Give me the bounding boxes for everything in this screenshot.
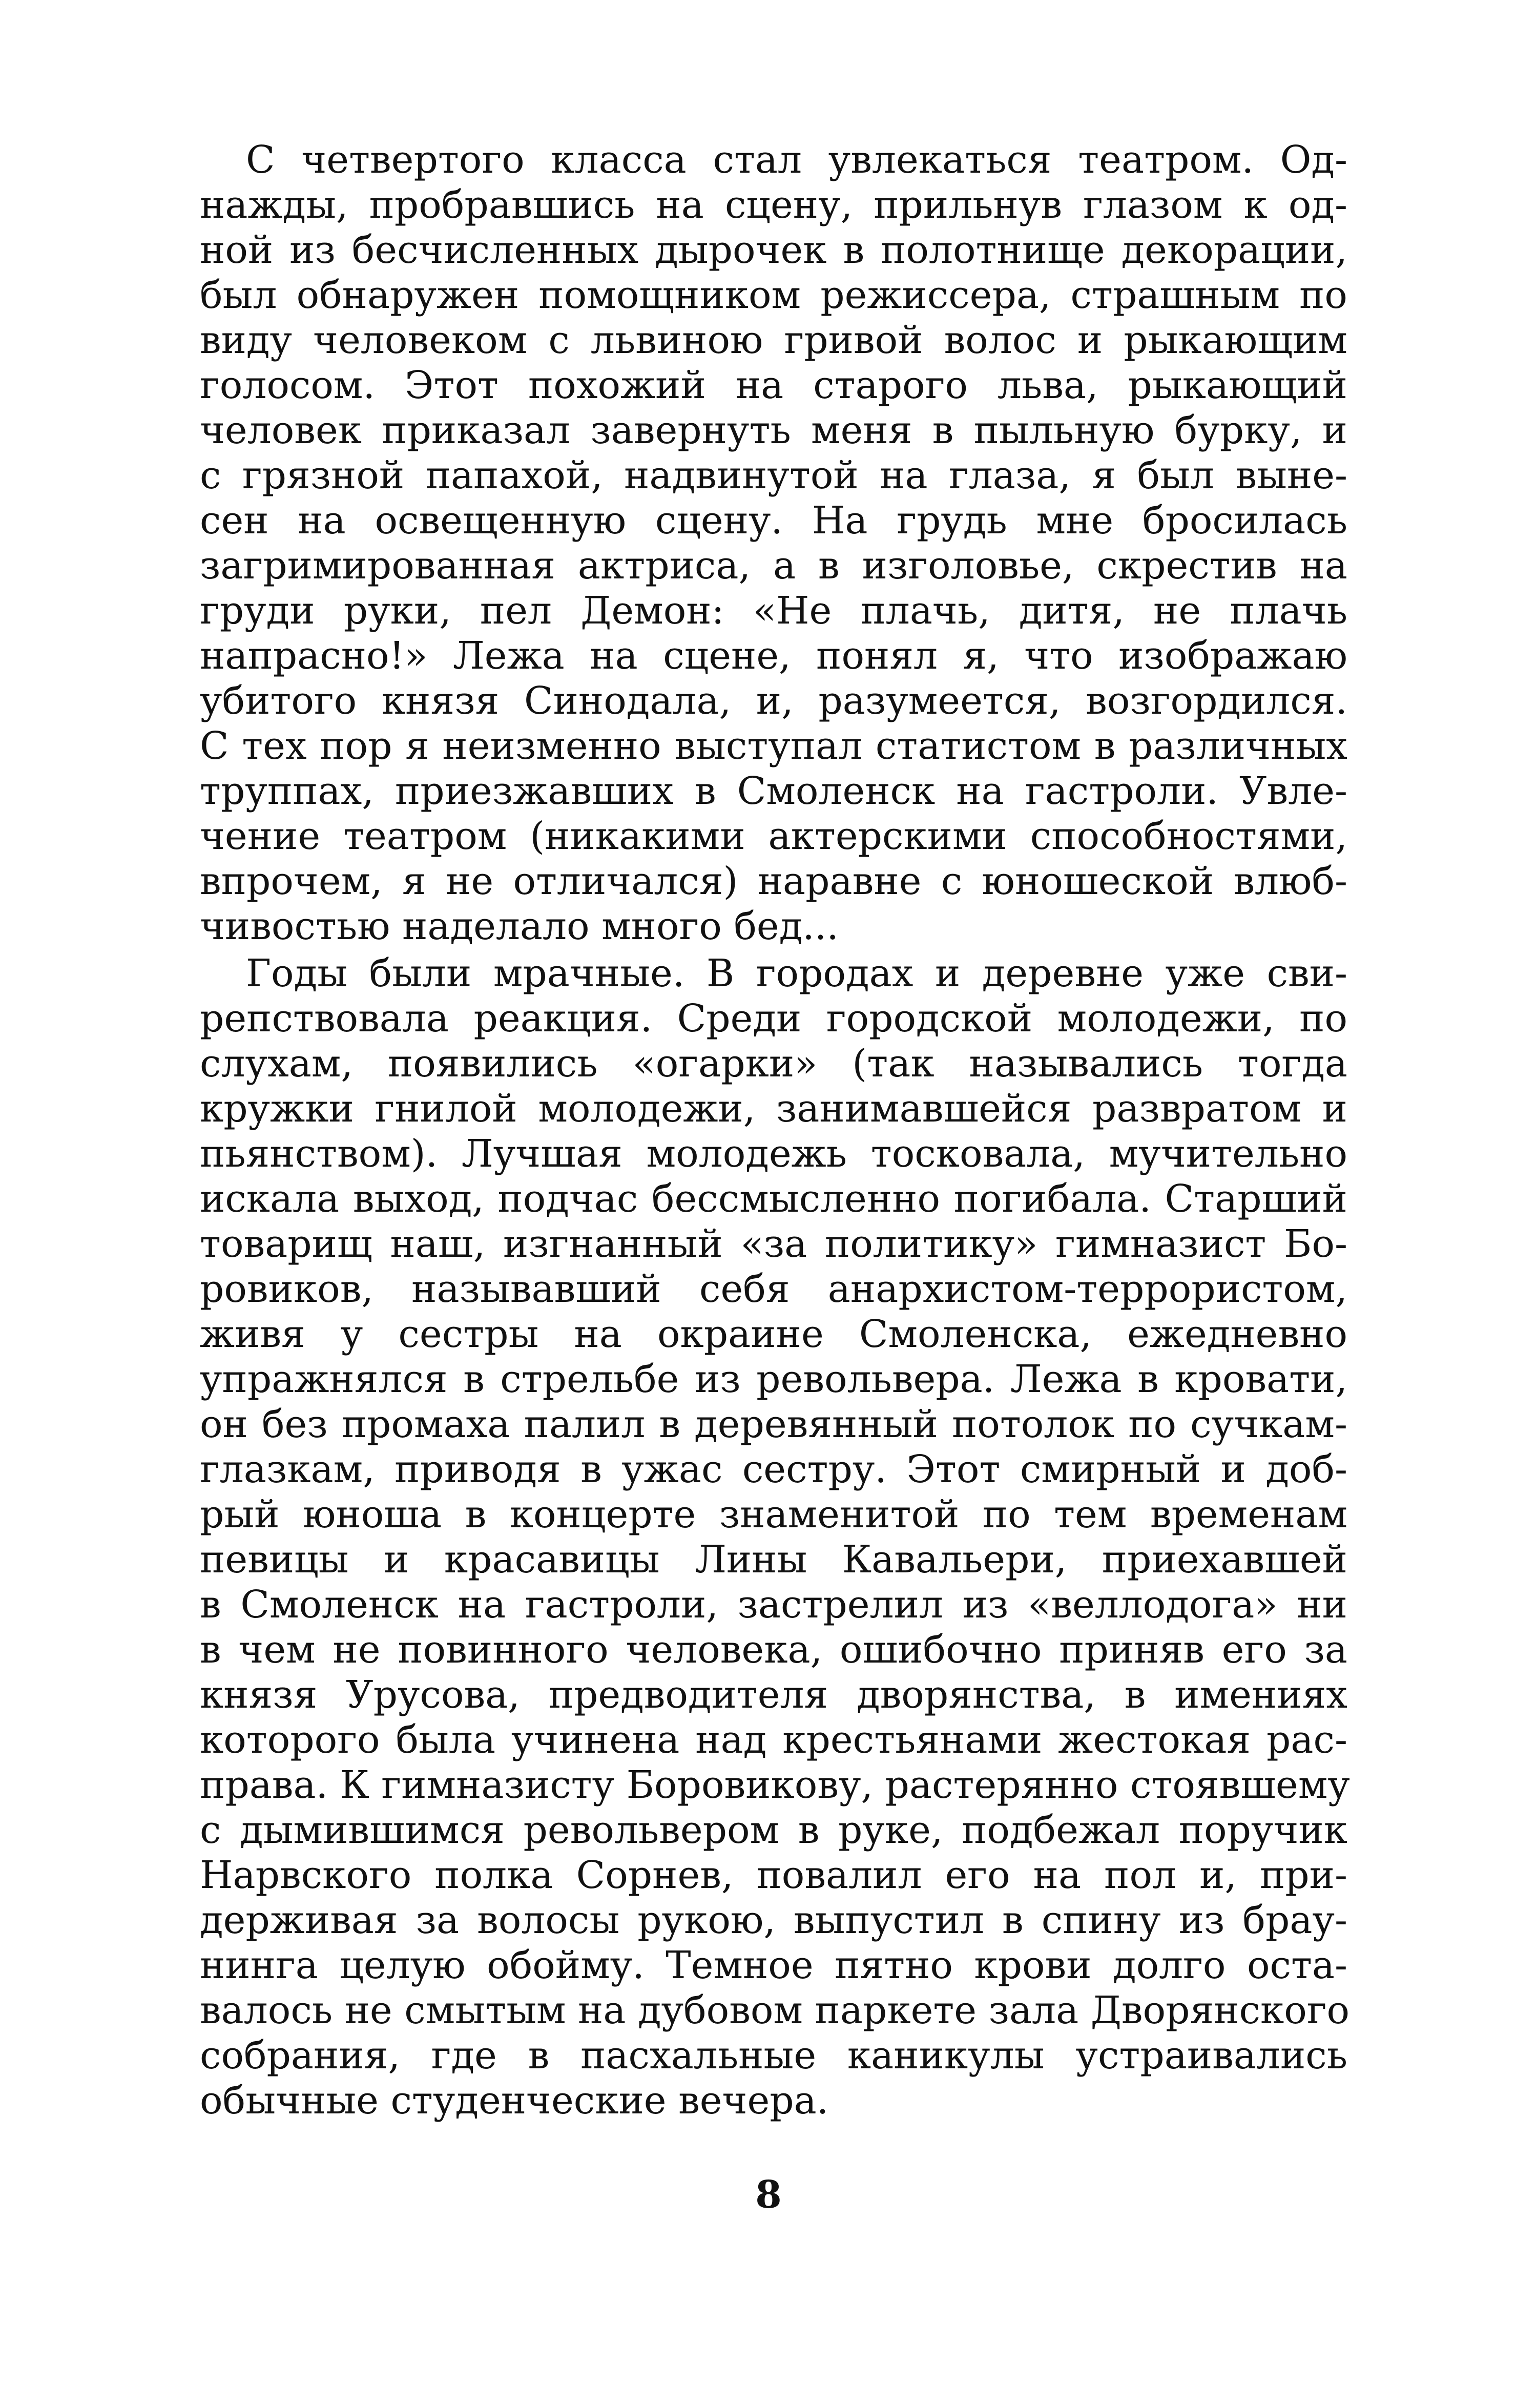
page-number: 8: [755, 2173, 782, 2217]
paragraph-2: [200, 951, 1350, 2123]
text-line: в Смоленск на гастроли, застрелил из «веллодога» ни: [200, 1583, 1347, 1627]
text-line: нажды, пробравшись на сцену, прильнув глазом к од-: [200, 183, 1347, 227]
paragraph-1: [200, 137, 1347, 949]
text-line: сен на освещенную сцену. На грудь мне бросилась: [200, 499, 1347, 543]
text-line: пьянством). Лучшая молодежь тосковала, мучительно: [200, 1132, 1347, 1176]
text-line: певицы и красавицы Лины Кавальери, приехавшей: [200, 1538, 1347, 1582]
text-line: нинга целую обойму. Темное пятно крови долго оста-: [200, 1943, 1347, 1987]
page-body: [200, 137, 1350, 2123]
text-line: впрочем, я не отличался) наравне с юношеской влюб-: [200, 859, 1347, 903]
text-line: в чем не повинного человека, ошибочно приняв его за: [200, 1628, 1347, 1672]
text-line: держивая за волосы рукою, выпустил в спину из брау-: [200, 1898, 1347, 1942]
text-line: валось не смытым на дубовом паркете зала Дворянского: [200, 1988, 1350, 2032]
text-line: рый юноша в концерте знаменитой по тем временам: [200, 1492, 1347, 1537]
text-line: права. К гимназисту Боровикову, растерянно стоявшему: [200, 1763, 1350, 1807]
text-line: которого была учинена над крестьянами жестокая рас-: [200, 1718, 1347, 1762]
text-line: с дымившимся револьвером в руке, подбежал поручик: [200, 1808, 1347, 1852]
text-line: ной из бесчисленных дырочек в полотнище декорации,: [200, 228, 1347, 272]
text-line: он без промаха палил в деревянный потолок по сучкам-: [200, 1402, 1347, 1446]
text-line: чивостью наделало много бед...: [200, 904, 839, 948]
text-line: убитого князя Синодала, и, разумеется, возгордился.: [200, 679, 1347, 723]
text-line: виду человеком с львиною гривой волос и рыкающим: [200, 318, 1347, 362]
text-line: искала выход, подчас бессмысленно погибала. Старший: [200, 1177, 1347, 1221]
text-line: был обнаружен помощником режиссера, страшным по: [200, 273, 1347, 317]
text-line: С тех пор я неизменно выступал статистом в различных: [200, 724, 1347, 768]
text-line: человек приказал завернуть меня в пыльную бурку, и: [200, 408, 1347, 452]
text-line: Нарвского полка Сорнев, повалил его на пол и, при-: [200, 1853, 1347, 1897]
text-line: слухам, появились «огарки» (так назывались тогда: [200, 1042, 1347, 1086]
text-line: князя Урусова, предводителя дворянства, в имениях: [200, 1673, 1347, 1717]
text-line: собрания, где в пасхальные каникулы устраивались: [200, 2033, 1347, 2078]
text-line: ровиков, называвший себя анархистом-террористом,: [200, 1267, 1347, 1311]
text-line: кружки гнилой молодежи, занимавшейся развратом и: [200, 1087, 1347, 1131]
text-line: товарищ наш, изгнанный «за политику» гимназист Бо-: [200, 1222, 1347, 1266]
text-line: груди руки, пел Демон: «Не плачь, дитя, не плачь: [200, 589, 1347, 633]
text-line: упражнялся в стрельбе из револьвера. Лежа в кровати,: [200, 1357, 1347, 1401]
text-line: С четвертого класса стал увлекаться театром. Од-: [246, 138, 1347, 182]
text-line: обычные студенческие вечера.: [200, 2079, 829, 2123]
text-line: глазкам, приводя в ужас сестру. Этот смирный и доб-: [200, 1447, 1347, 1491]
text-line: напрасно!» Лежа на сцене, понял я, что изображаю: [200, 634, 1347, 678]
text-line: труппах, приезжавших в Смоленск на гастроли. Увле-: [200, 769, 1347, 813]
text-line: Годы были мрачные. В городах и деревне уже сви-: [246, 951, 1347, 995]
text-line: с грязной папахой, надвинутой на глаза, я был выне-: [200, 453, 1347, 497]
text-line: голосом. Этот похожий на старого льва, рыкающий: [200, 363, 1347, 407]
text-line: репствовала реакция. Среди городской молодежи, по: [200, 997, 1347, 1041]
text-line: живя у сестры на окраине Смоленска, ежедневно: [200, 1312, 1347, 1356]
text-line: чение театром (никакими актерскими способностями,: [200, 814, 1347, 858]
text-line: загримированная актриса, а в изголовье, скрестив на: [200, 544, 1347, 588]
